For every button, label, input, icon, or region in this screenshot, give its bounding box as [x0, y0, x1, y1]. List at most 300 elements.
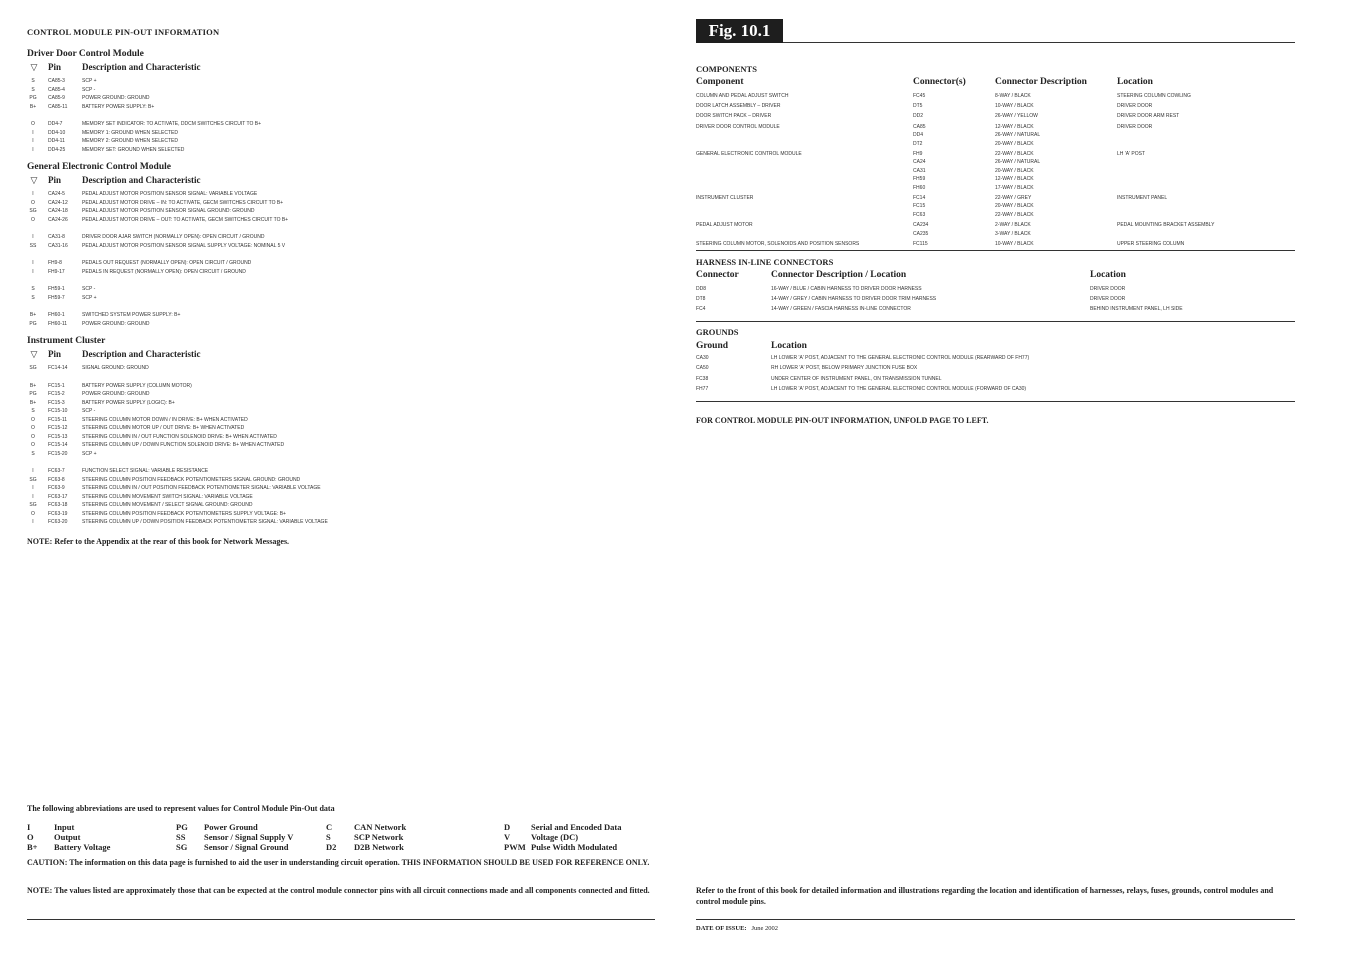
- pin-description: STEERING COLUMN IN / OUT POSITION FEEDBACK POTENTIOMETER SIGNAL: VARIABLE VOLTAGE: [82, 485, 321, 491]
- pin-type: I: [32, 129, 34, 136]
- connector-id: FC115: [913, 240, 928, 247]
- pin-type: PG: [29, 391, 37, 397]
- abbreviation-row: [27, 822, 667, 832]
- component-connector-descriptions: [995, 92, 1117, 102]
- pin-description: SCP +: [82, 78, 97, 84]
- values-note: NOTE: The values listed are approximately those that can be expected at the control module connector pins with all circuit connections made and all components connected and fitted.: [27, 886, 650, 895]
- pin-description: SCP -: [82, 86, 96, 93]
- abbreviation-meaning: Output: [54, 832, 81, 842]
- pin-type: O: [31, 442, 35, 448]
- unfold-note: FOR CONTROL MODULE PIN-OUT INFORMATION, UNFOLD PAGE TO LEFT.: [696, 416, 989, 425]
- issue-label: DATE OF ISSUE:: [696, 925, 747, 932]
- component-connector-descriptions: [995, 112, 1117, 122]
- harness-table: [696, 270, 1295, 316]
- pin-description: SWITCHED SYSTEM POWER SUPPLY: B+: [82, 312, 181, 318]
- pin-row: [27, 501, 667, 510]
- group-gap: [27, 224, 667, 233]
- pin-id: FH9-8: [48, 260, 62, 266]
- pin-description: FUNCTION SELECT SIGNAL: VARIABLE RESISTANCE: [82, 468, 209, 474]
- component-row: [696, 123, 1295, 150]
- component-connectors: [913, 92, 995, 102]
- pin-id: DD4-11: [48, 138, 65, 144]
- component-connectors: [913, 194, 995, 221]
- pin-type: S: [31, 78, 35, 84]
- pin-row: [27, 294, 667, 303]
- pin-row: [27, 199, 667, 208]
- group-gap: [27, 458, 667, 467]
- pin-type: SS: [29, 242, 37, 249]
- harness-connector: DT8: [696, 296, 706, 303]
- pin-id: FC15-1: [48, 382, 65, 389]
- component-row: [696, 102, 1295, 112]
- pin-row: [27, 476, 667, 485]
- connector-description: 17-WAY / BLACK: [995, 184, 1034, 191]
- pin-type: I: [32, 260, 34, 266]
- connector-id: CA235: [913, 230, 929, 237]
- components-header-location: Location: [1117, 77, 1153, 87]
- ground-location: RH LOWER 'A' POST, BELOW PRIMARY JUNCTION FUSE BOX: [771, 365, 918, 372]
- module-title: Driver Door Control Module: [27, 49, 144, 59]
- connector-id: DD4: [913, 132, 924, 139]
- pin-type: B+: [29, 382, 37, 389]
- refer-note: Refer to the front of this book for detailed information and illustrations regarding the location and identification of harnesses, relays, fuses, grounds, control modules and control module pins.: [696, 886, 1274, 906]
- harness-title: HARNESS IN-LINE CONNECTORS: [696, 257, 834, 267]
- abbreviation-meaning: Serial and Encoded Data: [531, 822, 622, 832]
- pin-table-header: [27, 62, 667, 73]
- component-row: [696, 221, 1295, 240]
- harness-connector: DD8: [696, 286, 707, 292]
- ground-row: [696, 354, 1295, 364]
- pin-row: [27, 285, 667, 294]
- connector-id: FH9: [913, 150, 923, 157]
- component-location: PEDAL MOUNTING BRACKET ASSEMBLY: [1117, 222, 1215, 229]
- group-gap: [27, 111, 667, 120]
- pin-row: [27, 484, 667, 493]
- pin-type: O: [31, 199, 35, 206]
- pin-type: PG: [29, 320, 37, 327]
- ground-id: FH77: [696, 386, 709, 393]
- pin-row: [27, 129, 667, 138]
- pin-row: [27, 103, 667, 112]
- ground-id: CA30: [696, 355, 709, 361]
- connector-description: 8-WAY / BLACK: [995, 93, 1031, 99]
- pin-id: FC15-2: [48, 391, 65, 397]
- connector-id: DT5: [913, 103, 923, 110]
- abbreviation-row: [27, 832, 667, 842]
- connector-description: 12-WAY / BLACK: [995, 123, 1034, 130]
- component-name: DOOR SWITCH PACK – DRIVER: [696, 113, 772, 120]
- pin-id: FC15-11: [48, 416, 68, 423]
- pin-type: S: [31, 408, 35, 414]
- pin-description: STEERING COLUMN MOVEMENT SWITCH SIGNAL: VARIABLE VOLTAGE: [82, 493, 253, 500]
- pin-id: CA24-26: [48, 216, 68, 223]
- group-gap: [27, 302, 667, 311]
- connector-description: 26-WAY / YELLOW: [995, 113, 1038, 120]
- triangle-icon: ▽: [30, 175, 38, 185]
- pin-description: STEERING COLUMN MOVEMENT / SELECT SIGNAL GROUND: GROUND: [82, 502, 253, 508]
- pin-type: O: [31, 216, 35, 223]
- pin-description: BATTERY POWER SUPPLY: B+: [82, 103, 155, 110]
- pin-id: FC63-7: [48, 468, 65, 474]
- module-block: [27, 162, 667, 328]
- pin-description: BATTERY POWER SUPPLY (LOGIC): B+: [82, 399, 175, 406]
- pin-id: FH59-7: [48, 294, 65, 301]
- pin-id: FC15-13: [48, 433, 68, 440]
- abbreviation-meaning: D2B Network: [354, 842, 404, 852]
- abbreviation-code: V: [504, 832, 511, 842]
- abbreviation-meaning: Input: [54, 822, 75, 832]
- component-name: COLUMN AND PEDAL ADJUST SWITCH: [696, 93, 789, 99]
- module-block: [27, 49, 667, 154]
- pin-description: PEDAL ADJUST MOTOR POSITION SENSOR SIGNAL GROUND: GROUND: [82, 208, 255, 214]
- components-header-connectors: Connector(s): [913, 77, 966, 87]
- pin-id: FH59-1: [48, 286, 65, 292]
- abbreviation-meaning: CAN Network: [354, 822, 407, 832]
- header-rule: [783, 42, 1295, 43]
- component-name: STEERING COLUMN MOTOR, SOLENOIDS AND POSITION SENSORS: [696, 240, 860, 247]
- pin-id: CA24-18: [48, 208, 68, 214]
- pin-row: [27, 424, 667, 433]
- component-row: [696, 112, 1295, 122]
- ground-row: [696, 364, 1295, 374]
- connector-id: FC63: [913, 211, 926, 218]
- pin-table-header: [27, 349, 667, 360]
- pin-row: [27, 433, 667, 442]
- pin-id: FC63-9: [48, 485, 65, 491]
- component-name: DRIVER DOOR CONTROL MODULE: [696, 123, 780, 130]
- connector-description: 26-WAY / NATURAL: [995, 132, 1041, 139]
- pin-description: SCP +: [82, 450, 97, 457]
- harness-description: 14-WAY / GREY / CABIN HARNESS TO DRIVER DOOR TRIM HARNESS: [771, 296, 937, 303]
- group-gap: [27, 373, 667, 382]
- pin-type: O: [31, 433, 35, 440]
- pin-row: [27, 441, 667, 450]
- connector-id: FH60: [913, 184, 926, 191]
- pin-id: FH60-11: [48, 320, 68, 327]
- component-name: DOOR LATCH ASSEMBLY – DRIVER: [696, 103, 781, 110]
- connector-description: 20-WAY / BLACK: [995, 203, 1034, 210]
- pin-id: CA24-12: [48, 199, 68, 206]
- pin-description: POWER GROUND: GROUND: [82, 391, 150, 397]
- harness-header-location: Location: [1090, 270, 1126, 280]
- pin-description: SCP +: [82, 294, 97, 301]
- pin-description: STEERING COLUMN MOTOR DOWN / IN DRIVE: B+ WHEN ACTIVATED: [82, 416, 248, 423]
- caution-note: CAUTION: The information on this data page is furnished to aid the user in understanding circuit operation. THIS INFORMATION SHOULD BE USED FOR REFERENCE ONLY.: [27, 858, 650, 867]
- component-connectors: [913, 150, 995, 194]
- pin-description: STEERING COLUMN MOTOR UP / OUT DRIVE: B+ WHEN ACTIVATED: [82, 425, 245, 431]
- abbreviation-meaning: Battery Voltage: [54, 842, 111, 852]
- component-location: STEERING COLUMN COWLING: [1117, 93, 1191, 99]
- abbreviation-code: SS: [176, 832, 186, 842]
- pin-row: [27, 216, 667, 225]
- component-connector-descriptions: [995, 102, 1117, 112]
- pin-row: [27, 146, 667, 155]
- pin-id: FC15-12: [48, 425, 68, 431]
- ground-id: FC38: [696, 375, 709, 382]
- pin-row: [27, 518, 667, 527]
- pin-id: FC15-10: [48, 408, 68, 414]
- harness-description: 16-WAY / BLUE / CABIN HARNESS TO DRIVER DOOR HARNESS: [771, 286, 922, 292]
- component-name: GENERAL ELECTRONIC CONTROL MODULE: [696, 150, 802, 157]
- component-connectors: [913, 112, 995, 122]
- abbreviations-table: [27, 822, 667, 852]
- component-location: DRIVER DOOR: [1117, 103, 1153, 110]
- description-header: Description and Characteristic: [82, 62, 201, 72]
- pin-description: POWER GROUND: GROUND: [82, 320, 150, 327]
- pin-row: [27, 416, 667, 425]
- pin-type: O: [31, 121, 35, 127]
- abbreviation-code: D: [504, 822, 511, 832]
- harness-connector: FC4: [696, 306, 706, 313]
- pin-row: [27, 137, 667, 146]
- pin-description: MEMORY 2: GROUND WHEN SELECTED: [82, 138, 178, 144]
- triangle-icon: ▽: [30, 349, 38, 359]
- pin-id: FC15-14: [48, 442, 68, 448]
- pin-header: Pin: [48, 349, 62, 359]
- pin-row: [27, 207, 667, 216]
- abbreviation-code: D2: [326, 842, 337, 852]
- pin-row: [27, 493, 667, 502]
- footer-rule-right: [696, 919, 1295, 920]
- connector-description: 12-WAY / BLACK: [995, 176, 1034, 183]
- network-note: NOTE: Refer to the Appendix at the rear of this book for Network Messages.: [27, 537, 290, 546]
- pin-row: [27, 233, 667, 242]
- module-title: Instrument Cluster: [27, 336, 106, 346]
- pin-type: I: [32, 485, 34, 491]
- pin-id: CA85-11: [48, 103, 68, 110]
- pin-description: MEMORY SET: GROUND WHEN SELECTED: [82, 146, 185, 153]
- component-connector-descriptions: [995, 221, 1117, 240]
- connector-description: 22-WAY / BLACK: [995, 211, 1034, 218]
- harness-location: BEHIND INSTRUMENT PANEL, LH SIDE: [1090, 306, 1183, 313]
- pin-description: BATTERY POWER SUPPLY (COLUMN MOTOR): [82, 382, 192, 389]
- pin-row: [27, 77, 667, 86]
- pin-header: Pin: [48, 62, 62, 72]
- harness-description: 14-WAY / GREEN / FASCIA HARNESS IN-LINE CONNECTOR: [771, 306, 911, 313]
- connector-id: CA234: [913, 222, 929, 229]
- pin-description: STEERING COLUMN IN / OUT FUNCTION SOLENOID DRIVE: B+ WHEN ACTIVATED: [82, 433, 277, 440]
- pin-description: SCP -: [82, 286, 96, 292]
- pin-row: [27, 390, 667, 399]
- pin-table-header: [27, 175, 667, 186]
- pin-type: B+: [29, 399, 37, 406]
- pin-description: DRIVER DOOR AJAR SWITCH (NORMALLY OPEN): OPEN CIRCUIT / GROUND: [82, 234, 265, 240]
- pin-description: MEMORY SET INDICATOR: TO ACTIVATE, DDCM SWITCHES CIRCUIT TO B+: [82, 121, 262, 127]
- rule-grounds: [696, 321, 1295, 322]
- abbreviation-meaning: Pulse Width Modulated: [531, 842, 618, 852]
- pin-id: FC63-8: [48, 476, 65, 483]
- pin-type: O: [31, 510, 35, 517]
- pin-description: STEERING COLUMN UP / DOWN FUNCTION SOLENOID DRIVE: B+ WHEN ACTIVATED: [82, 442, 285, 448]
- pin-type: SG: [29, 476, 37, 483]
- pin-id: FH9-17: [48, 268, 65, 275]
- pin-type: I: [32, 138, 34, 144]
- pin-id: CA85-3: [48, 78, 65, 84]
- ground-location: LH LOWER 'A' POST, ADJACENT TO THE GENERAL ELECTRONIC CONTROL MODULE (FORWARD OF CA30): [771, 386, 1027, 393]
- connector-description: 26-WAY / NATURAL: [995, 159, 1041, 166]
- pin-type: I: [32, 191, 34, 197]
- component-location: INSTRUMENT PANEL: [1117, 194, 1168, 201]
- component-row: [696, 194, 1295, 221]
- grounds-table: [696, 341, 1295, 396]
- footer-rule-left: [27, 919, 655, 920]
- harness-row: [696, 285, 1295, 295]
- abbreviation-meaning: Sensor / Signal Supply V: [204, 832, 294, 842]
- connector-description: 22-WAY / BLACK: [995, 150, 1034, 157]
- component-row: [696, 240, 1295, 250]
- pin-description: STEERING COLUMN UP / DOWN POSITION FEEDBACK POTENTIOMETER SIGNAL: VARIABLE VOLTAGE: [82, 519, 328, 525]
- pin-type: I: [32, 268, 34, 275]
- abbreviation-code: SG: [176, 842, 188, 852]
- component-connectors: [913, 102, 995, 112]
- component-connector-descriptions: [995, 240, 1117, 250]
- pin-type: SG: [29, 502, 37, 508]
- pin-description: POWER GROUND: GROUND: [82, 95, 150, 101]
- pin-type: B+: [29, 103, 37, 110]
- pin-id: FC63-17: [48, 493, 68, 500]
- component-connector-descriptions: [995, 150, 1117, 194]
- pin-description: PEDALS OUT REQUEST (NORMALLY OPEN): OPEN CIRCUIT / GROUND: [82, 260, 252, 266]
- abbreviation-code: PWM: [504, 842, 526, 852]
- component-connectors: [913, 240, 995, 250]
- pin-row: [27, 320, 667, 329]
- figure-badge: Fig. 10.1: [696, 19, 783, 43]
- pin-id: DD4-7: [48, 121, 63, 127]
- abbreviation-code: B+: [27, 842, 38, 852]
- connector-id: FC14: [913, 194, 926, 201]
- harness-row: [696, 305, 1295, 315]
- pin-type: I: [32, 493, 34, 500]
- pin-type: S: [31, 450, 35, 457]
- group-gap: [27, 276, 667, 285]
- connector-id: DT2: [913, 140, 923, 147]
- pin-id: FC63-20: [48, 519, 68, 525]
- pin-description: SIGNAL GROUND: GROUND: [82, 365, 149, 371]
- ground-location: UNDER CENTER OF INSTRUMENT PANEL, ON TRANSMISSION TUNNEL: [771, 375, 942, 382]
- pin-id: FH60-1: [48, 312, 65, 318]
- pin-type: O: [31, 416, 35, 423]
- component-name: INSTRUMENT CLUSTER: [696, 194, 754, 201]
- pin-type: I: [32, 234, 34, 240]
- components-title: COMPONENTS: [696, 64, 757, 74]
- pin-type: S: [31, 294, 35, 301]
- pin-id: CA24-5: [48, 191, 65, 197]
- harness-header-connector: Connector: [696, 270, 739, 280]
- ground-row: [696, 385, 1295, 395]
- component-location: DRIVER DOOR: [1117, 123, 1153, 130]
- connector-id: CA31: [913, 167, 926, 174]
- ground-location: LH LOWER 'A' POST, ADJACENT TO THE GENERAL ELECTRONIC CONTROL MODULE (REARWARD OF FH77): [771, 355, 1030, 361]
- pin-header: Pin: [48, 175, 62, 185]
- pin-id: FC15-20: [48, 450, 68, 457]
- component-connectors: [913, 123, 995, 150]
- pin-type: I: [32, 146, 34, 153]
- component-location: DRIVER DOOR ARM REST: [1117, 113, 1180, 120]
- pin-type: I: [32, 468, 34, 474]
- description-header: Description and Characteristic: [82, 175, 201, 185]
- connector-id: DD2: [913, 113, 924, 120]
- module-block: [27, 336, 667, 527]
- page-title: CONTROL MODULE PIN-OUT INFORMATION: [27, 27, 220, 37]
- abbreviation-code: C: [326, 822, 333, 832]
- pin-row: [27, 510, 667, 519]
- pin-row: [27, 242, 667, 251]
- grounds-header-location: Location: [771, 341, 807, 351]
- harness-location: DRIVER DOOR: [1090, 286, 1126, 292]
- pin-id: CA85-9: [48, 95, 65, 101]
- harness-header-description: Connector Description / Location: [771, 270, 907, 280]
- connector-description: 10-WAY / BLACK: [995, 240, 1034, 247]
- components-table: [696, 77, 1295, 250]
- pin-id: FC15-3: [48, 399, 65, 406]
- connector-id: FC15: [913, 203, 926, 210]
- pin-id: FC63-19: [48, 510, 68, 517]
- connector-id: CA24: [913, 159, 926, 166]
- component-name: PEDAL ADJUST MOTOR: [696, 222, 753, 229]
- grounds-title: GROUNDS: [696, 327, 739, 337]
- pin-row: [27, 399, 667, 408]
- pin-description: MEMORY 1: GROUND WHEN SELECTED: [82, 129, 178, 136]
- pin-description: PEDAL ADJUST MOTOR DRIVE – IN: TO ACTIVATE, GECM SWITCHES CIRCUIT TO B+: [82, 199, 284, 206]
- pin-type: SG: [29, 208, 37, 214]
- ground-row: [696, 375, 1295, 385]
- triangle-icon: ▽: [30, 62, 38, 72]
- components-header-component: Component: [696, 77, 744, 87]
- component-location: LH 'A' POST: [1117, 150, 1146, 157]
- module-list: [27, 49, 667, 535]
- date-of-issue: [696, 925, 778, 932]
- pin-id: CA85-4: [48, 86, 65, 93]
- pin-row: [27, 86, 667, 95]
- component-location: UPPER STEERING COLUMN: [1117, 240, 1185, 247]
- abbreviation-row: [27, 842, 667, 852]
- connector-description: 2-WAY / BLACK: [995, 222, 1031, 229]
- abbreviation-code: S: [326, 832, 331, 842]
- abbreviation-meaning: SCP Network: [354, 832, 404, 842]
- abbreviation-code: PG: [176, 822, 188, 832]
- pin-row: [27, 311, 667, 320]
- component-connector-descriptions: [995, 194, 1117, 221]
- connector-description: 22-WAY / GREY: [995, 194, 1032, 201]
- pin-type: SG: [29, 365, 37, 371]
- pin-id: DD4-10: [48, 129, 66, 136]
- pin-id: FC14-14: [48, 365, 68, 371]
- pin-row: [27, 268, 667, 277]
- module-title: General Electronic Control Module: [27, 162, 171, 172]
- pin-row: [27, 467, 667, 476]
- abbreviation-meaning: Voltage (DC): [531, 832, 579, 842]
- pin-row: [27, 120, 667, 129]
- harness-row: [696, 295, 1295, 305]
- abbreviation-code: I: [27, 822, 31, 832]
- pin-row: [27, 364, 667, 373]
- grounds-header-ground: Ground: [696, 341, 729, 351]
- pin-description: SCP -: [82, 408, 96, 414]
- pin-type: I: [32, 519, 34, 525]
- issue-date: June 2002: [751, 925, 778, 932]
- connector-description: 3-WAY / BLACK: [995, 230, 1031, 237]
- pin-row: [27, 94, 667, 103]
- pin-description: PEDAL ADJUST MOTOR DRIVE – OUT: TO ACTIVATE, GECM SWITCHES CIRCUIT TO B+: [82, 216, 289, 223]
- pin-description: PEDAL ADJUST MOTOR POSITION SENSOR SIGNAL: VARIABLE VOLTAGE: [82, 191, 258, 197]
- pin-type: PG: [29, 95, 37, 101]
- components-header-description: Connector Description: [995, 77, 1087, 87]
- rule-grounds-end: [696, 401, 1295, 402]
- connector-id: FH59: [913, 176, 926, 183]
- pin-type: B+: [29, 312, 37, 318]
- pin-id: DD4-25: [48, 146, 66, 153]
- description-header: Description and Characteristic: [82, 349, 201, 359]
